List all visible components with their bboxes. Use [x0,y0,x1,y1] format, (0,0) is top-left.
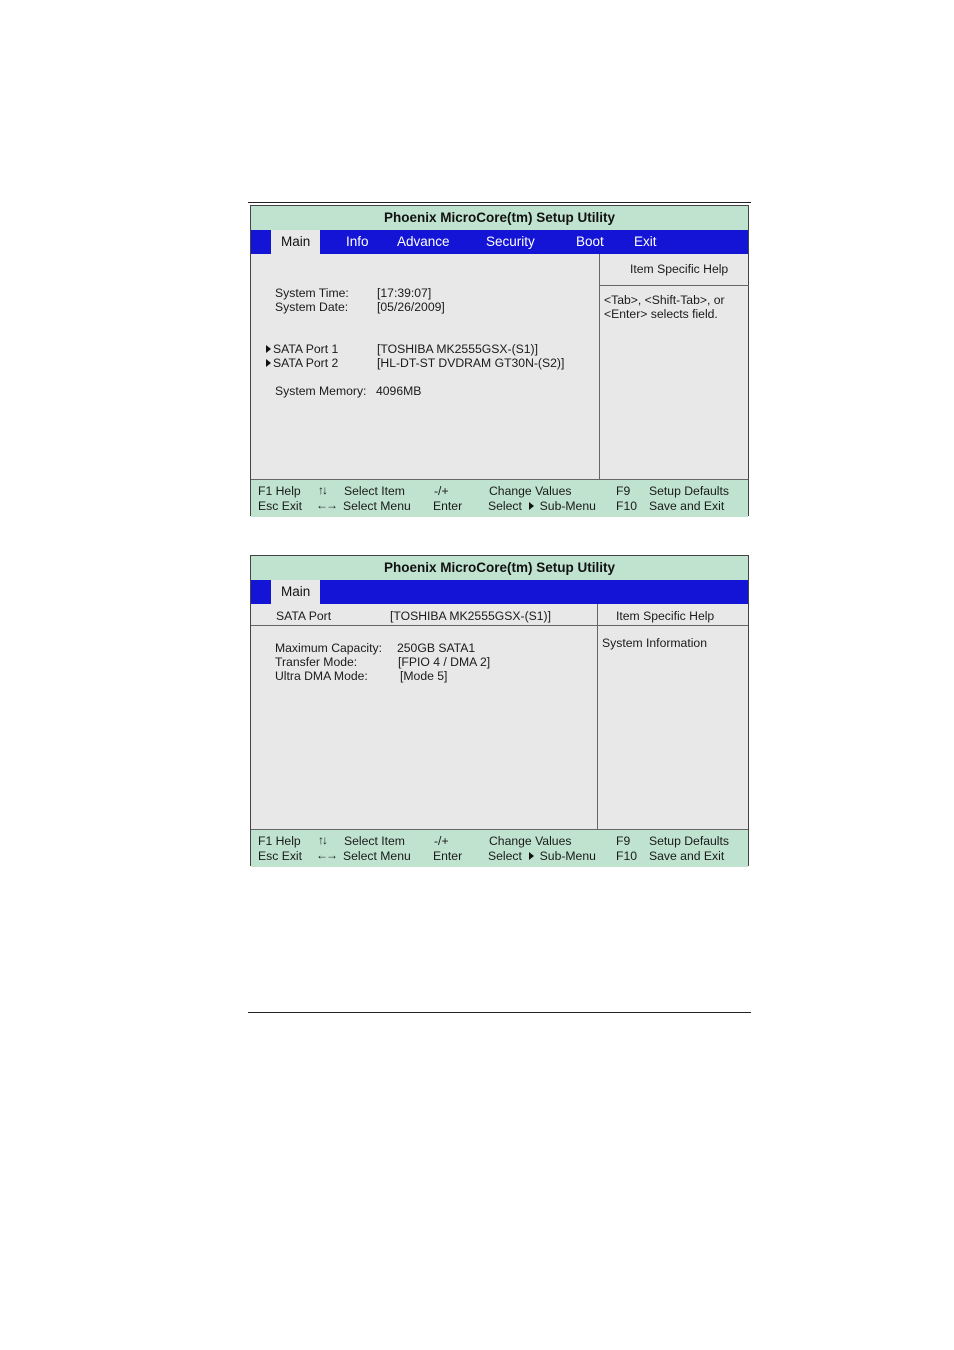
key-f10: F10 [616,849,638,863]
sata-port-value: [TOSHIBA MK2555GSX-(S1)] [390,609,551,623]
bios-screen-sata-port [250,555,749,866]
help-title: Item Specific Help [616,609,715,623]
menu-bar [251,580,748,604]
sub-menu-label: Sub-Menu [539,499,596,513]
key-select-menu: Select Menu [343,499,411,513]
system-time-value[interactable]: [17:39:07] [377,286,432,300]
bottom-rule [248,1012,751,1013]
key-setup-defaults: Setup Defaults [649,484,729,498]
sata-port-2-label: SATA Port 2 [273,356,339,370]
menu-main[interactable]: Main [271,230,320,254]
menu-exit[interactable]: Exit [634,234,657,249]
menu-security[interactable]: Security [486,234,535,249]
key-enter: Enter [433,849,463,863]
menu-main[interactable]: Main [271,580,320,604]
submenu-arrow-icon [529,502,534,510]
menu-bar [251,230,748,254]
key-f1-help: F1 Help [258,834,301,848]
sata-port-2-value: [HL-DT-ST DVDRAM GT30N-(S2)] [377,356,565,370]
key-f9: F9 [616,484,631,498]
sub-menu-label: Sub-Menu [539,849,596,863]
key-save-exit: Save and Exit [649,849,725,863]
key-change-values: Change Values [489,834,572,848]
system-date-value[interactable]: [05/26/2009] [377,300,445,314]
system-time-label: System Time: [275,286,349,300]
key-select-item: Select Item [344,484,405,498]
key-select-submenu [488,849,596,863]
transfer-mode-value: [FPIO 4 / DMA 2] [398,655,491,669]
key-plus-minus: -/+ [434,834,449,848]
help-title: Item Specific Help [630,262,729,276]
system-memory-value: 4096MB [376,384,422,398]
bios-title: Phoenix MicroCore(tm) Setup Utility [251,206,748,230]
sata-port-1-value: [TOSHIBA MK2555GSX-(S1)] [377,342,538,356]
sata-port-1-item[interactable] [266,342,338,356]
select-label: Select [488,499,522,513]
key-change-values: Change Values [489,484,572,498]
left-right-arrows-icon: ←→ [316,848,336,862]
max-capacity-label: Maximum Capacity: [275,641,383,655]
system-memory-label: System Memory: [275,384,367,398]
top-rule [248,202,751,203]
sata-port-1-label: SATA Port 1 [273,342,339,356]
submenu-arrow-icon [266,345,271,353]
key-enter: Enter [433,499,463,513]
key-f10: F10 [616,499,638,513]
menu-advance[interactable]: Advance [397,234,450,249]
ultra-dma-value: [Mode 5] [400,669,448,683]
key-legend-footer [251,479,748,517]
key-setup-defaults: Setup Defaults [649,834,729,848]
max-capacity-value: 250GB SATA1 [397,641,476,655]
help-text: System Information [602,636,707,650]
key-esc-exit: Esc Exit [258,849,303,863]
system-date-label: System Date: [275,300,349,314]
key-select-menu: Select Menu [343,849,411,863]
sata-port-label: SATA Port [276,609,332,623]
up-down-arrows-icon: ↑↓ [318,833,326,847]
key-f1-help: F1 Help [258,484,301,498]
key-select-submenu [488,499,596,513]
key-plus-minus: -/+ [434,484,449,498]
menu-boot[interactable]: Boot [576,234,604,249]
bios-title: Phoenix MicroCore(tm) Setup Utility [251,556,748,580]
ultra-dma-label: Ultra DMA Mode: [275,669,368,683]
sata-port-2-item[interactable] [266,356,338,370]
settings-pane [251,604,598,829]
key-legend-footer [251,829,748,867]
submenu-arrow-icon [529,852,534,860]
key-save-exit: Save and Exit [649,499,725,513]
menu-info[interactable]: Info [346,234,369,249]
bios-screen-main [250,205,749,516]
left-right-arrows-icon: ←→ [316,498,336,512]
key-f9: F9 [616,834,631,848]
submenu-arrow-icon [266,359,271,367]
transfer-mode-label: Transfer Mode: [275,655,358,669]
up-down-arrows-icon: ↑↓ [318,483,326,497]
key-esc-exit: Esc Exit [258,499,303,513]
help-line-2: <Enter> selects field. [604,307,718,321]
select-label: Select [488,849,522,863]
help-line-1: <Tab>, <Shift-Tab>, or [604,293,725,307]
help-divider [600,285,749,286]
key-select-item: Select Item [344,834,405,848]
